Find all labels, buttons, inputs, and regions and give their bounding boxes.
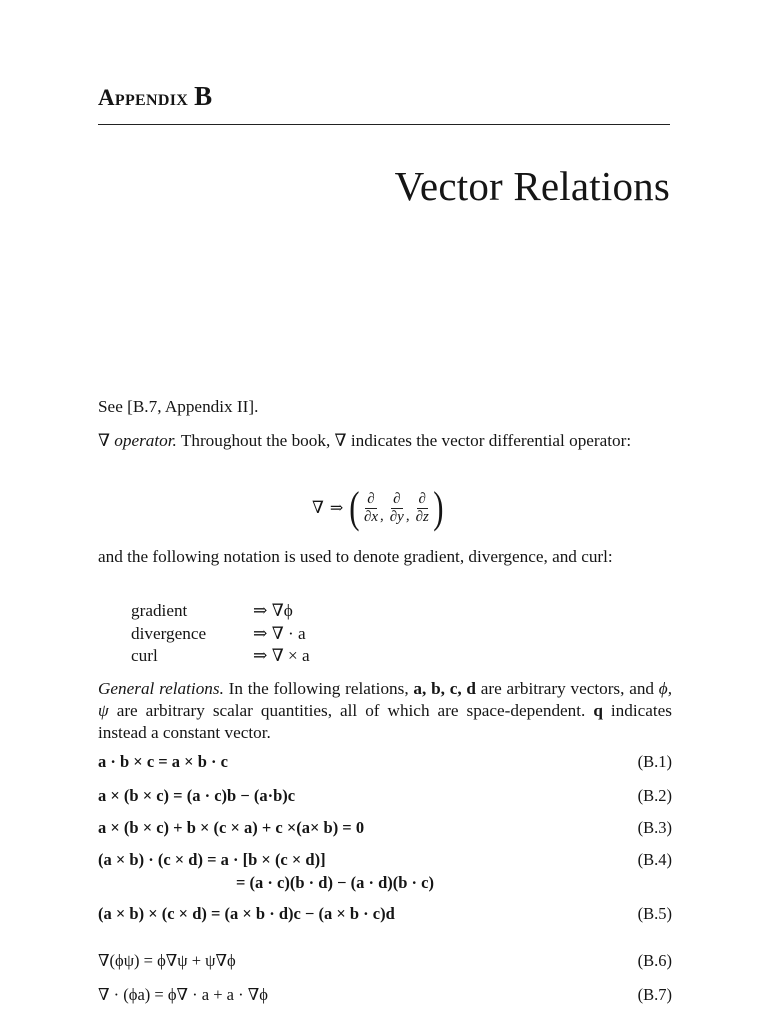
partial-z-den: ∂z [415,508,429,525]
operator-name: gradient [131,601,188,620]
equation-expression: a × (b × c) + b × (c × a) + c ×(a× b) = 0 [98,818,365,837]
equation-expression: = (a · c)(b · d) − (a · d)(b · c) [236,873,434,892]
partial-z-num: ∂ [418,490,426,507]
equation-expression: (a × b) × (c × d) = (a × b · d)c − (a × b · c)d [98,904,395,923]
vector-list: a, b, c, d [413,679,476,698]
equation-number: (B.5) [637,904,672,923]
see-reference: See [B.7, Appendix II]. [98,397,259,416]
separator: , [405,507,410,524]
partial-y-num: ∂ [393,490,401,507]
right-paren: ) [433,483,444,532]
partial-x-den: ∂x [363,508,379,525]
partial-z [415,491,430,526]
operator-symbol: ⇒ ∇ × a [253,646,310,665]
appendix-word: Appendix [98,85,189,110]
appendix-letter: B [194,81,213,111]
equation-expression: ∇(ϕψ) = ϕ∇ψ + ψ∇ϕ [98,951,236,970]
left-paren: ( [349,483,360,532]
operator-row [131,623,310,646]
equation-expression: a × (b × c) = (a · c)b − (a·b)c [98,786,296,805]
general-relations-paragraph [98,678,672,744]
operator-notation-table [131,600,310,668]
operator-symbol: ⇒ ∇ · a [253,623,306,643]
general-paragraph-lead: General relations. [98,679,224,698]
nabla-symbol: ∇ [312,498,324,517]
equation-number: (B.4) [637,850,672,869]
operator-name: divergence [131,623,207,643]
operator-row [131,600,310,623]
partial-y-den: ∂y [389,508,404,525]
equation-number: (B.7) [637,985,672,1004]
notation-paragraph: and the following notation is used to denote gradient, divergence, and curl: [98,547,613,566]
nabla-paragraph-lead: ∇ operator. [98,431,177,450]
partial-x-num: ∂ [367,490,375,507]
equation-number: (B.6) [637,951,672,970]
separator: , [380,507,384,524]
equation-expression: ∇ · (ϕa) = ϕ∇ · a + a · ∇ϕ [98,985,268,1004]
constant-vector: q [593,701,603,720]
nabla-definition-equation [312,482,446,534]
heading-rule [98,124,670,125]
chapter-title: Vector Relations [394,163,670,209]
appendix-heading [98,83,212,111]
nabla-paragraph-text: Throughout the book, ∇ indicates the vector differential operator: [176,431,632,450]
partial-x [363,491,379,526]
implies-arrow: ⇒ [329,500,344,517]
operator-symbol: ⇒ ∇ϕ [253,601,293,620]
equation-expression: a · b × c = a × b · c [98,752,228,771]
equation-expression: (a × b) · (c × d) = a · [b × (c × d)] [98,850,326,869]
equation-number: (B.3) [637,818,672,837]
operator-name: curl [131,646,158,665]
equation-number: (B.1) [637,752,672,771]
operator-row [131,645,310,668]
nabla-operator-paragraph [98,430,672,452]
general-paragraph-text: are arbitrary vectors, and [476,679,659,698]
scalar-list: ϕ, ψ [98,679,672,720]
general-paragraph-text: In the following relations, [223,679,414,698]
general-paragraph-text: are arbitrary scalar quantities, all of which are space-dependent. [108,701,594,720]
general-paragraph-text: indicates instead a constant vector. [98,701,672,742]
equation-number: (B.2) [637,786,672,805]
partial-y [389,491,405,526]
